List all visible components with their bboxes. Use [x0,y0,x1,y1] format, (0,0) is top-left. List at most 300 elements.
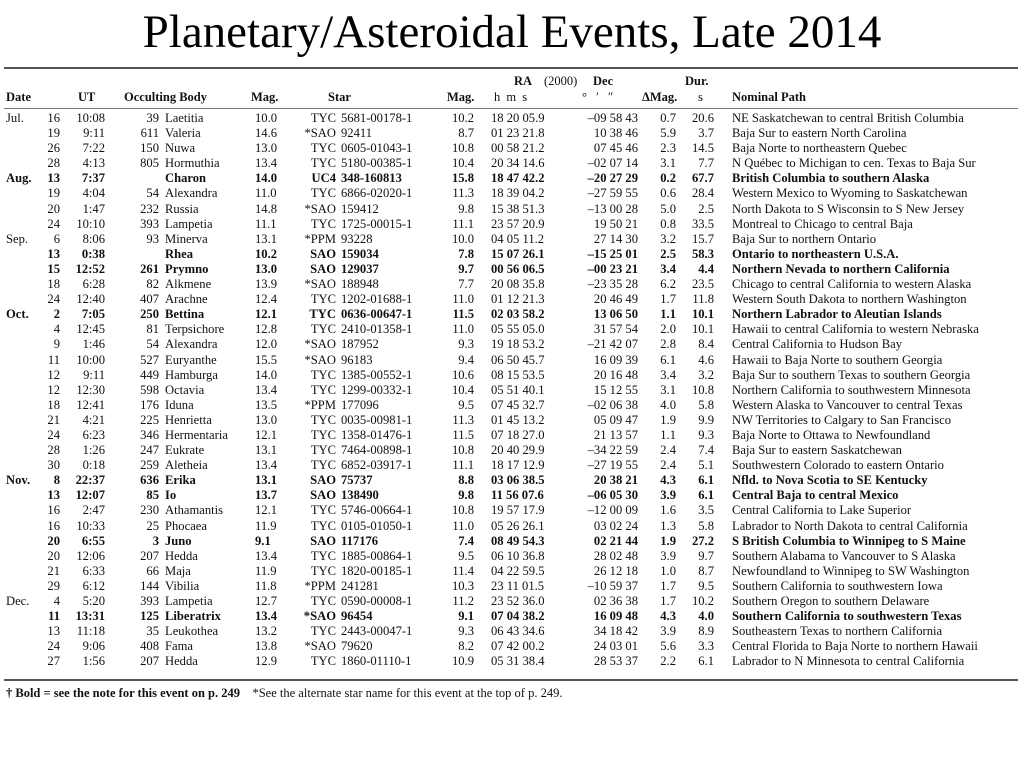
cell-ut: 12:06 [76,548,105,563]
cell-month: Dec. [6,594,30,608]
cell-body-mag: 12.1 [255,427,278,442]
cell-ut: 11:18 [76,624,105,639]
cell-ra: 11 56 07.6 [491,488,544,503]
table-row [4,624,1018,639]
cell-delta-mag: 2.3 [660,141,676,156]
cell-ra: 20 34 14.6 [491,156,545,171]
table-row [4,111,1018,126]
cell-star-id: 5681-00178-1 [341,111,413,125]
cell-body-name: Henrietta [165,412,212,427]
cell-duration: 10.8 [691,382,714,397]
cell-delta-mag: 1.9 [660,412,676,427]
cell-star-id: 0636-00647-1 [341,307,413,322]
cell-ra: 05 31 38.4 [491,654,545,669]
cell-ut: 6:23 [82,427,105,442]
cell-star-catalog: TYC [310,292,336,307]
cell-star-catalog: TYC [310,382,336,397]
cell-star-id: 6852-03917-1 [341,458,413,473]
cell-star-catalog: *SAO [304,277,336,292]
cell-nominal-path: Central Florida to Baja Norte to northern Hawaii [732,639,978,654]
cell-star-mag: 11.1 [452,216,474,231]
cell-ra: 01 23 21.8 [491,126,545,141]
cell-delta-mag: 3.4 [660,367,676,382]
cell-star-mag: 7.7 [458,277,474,292]
cell-dec: 03 02 24 [593,518,638,533]
header-epoch: (2000) [544,74,578,88]
table-row [4,262,1018,277]
cell-day: 24 [47,292,60,307]
cell-nominal-path: Baja Sur to eastern North Carolina [732,126,907,141]
cell-ra: 18 17 12.9 [491,458,545,473]
cell-body-number: 232 [140,201,159,216]
cell-star-catalog: TYC [310,654,336,669]
cell-nominal-path: Nfld. to Nova Scotia to SE Kentucky [732,473,928,488]
cell-dec: 20 46 49 [593,292,638,307]
cell-star-mag: 9.5 [458,548,474,563]
cell-nominal-path: Labrador to N Minnesota to central California [732,654,965,669]
cell-dec: –10 59 37 [587,578,638,593]
cell-day: 13 [47,171,60,186]
cell-nominal-path: Central California to Hudson Bay [732,337,902,352]
cell-body-mag: 11.9 [255,563,277,578]
cell-nominal-path: Montreal to Chicago to central Baja [732,216,913,231]
cell-dec: –15 25 01 [587,246,638,261]
cell-ra: 18 20 05.9 [491,111,545,125]
header-dur: Dur. [685,74,709,88]
cell-star-id: 187952 [341,337,379,352]
cell-star-catalog: TYC [310,427,336,442]
cell-ut: 7:05 [81,307,105,322]
cell-delta-mag: 5.0 [660,201,676,216]
cell-duration: 4.0 [698,609,714,624]
cell-month: Nov. [6,473,31,488]
table-row [4,428,1018,443]
cell-nominal-path: Baja Sur to southern Texas to southern Georgia [732,367,971,382]
header-star: Star [328,90,351,104]
table-row [4,579,1018,594]
table-row [4,488,1018,503]
cell-star-catalog: TYC [309,307,336,322]
cell-duration: 4.4 [698,261,714,276]
cell-body-name: Maja [165,563,191,578]
cell-nominal-path: Northern California to southwestern Minnesota [732,382,971,397]
cell-star-id: 188948 [341,277,379,292]
cell-duration: 2.5 [698,201,714,216]
cell-star-id: 79620 [341,639,373,654]
cell-body-number: 225 [140,412,159,427]
cell-star-mag: 11.0 [452,322,474,337]
cell-delta-mag: 0.2 [660,171,676,186]
table-row [4,443,1018,458]
cell-star-id: 0590-00008-1 [341,594,413,608]
cell-star-catalog: *PPM [304,578,336,593]
cell-ut: 6:12 [82,578,105,593]
cell-nominal-path: Labrador to North Dakota to central California [732,518,968,533]
table-row [4,503,1018,518]
cell-dec: 21 13 57 [593,427,638,442]
header-ra: RA [514,74,533,88]
cell-ut: 0:38 [81,246,105,261]
cell-body-mag: 12.4 [255,292,278,307]
cell-delta-mag: 1.6 [660,503,676,518]
cell-duration: 8.4 [698,337,714,352]
cell-body-name: Eukrate [165,443,205,458]
cell-body-mag: 12.8 [255,322,278,337]
cell-star-id: 0035-00981-1 [341,412,413,427]
cell-star-id: 1358-01476-1 [341,427,413,442]
cell-body-mag: 14.0 [255,367,278,382]
cell-star-id: 1299-00332-1 [341,382,413,397]
cell-star-id: 1385-00552-1 [341,367,413,382]
cell-body-name: Alexandra [165,337,218,352]
cell-dec: 02 21 44 [593,533,638,548]
cell-dec: –23 35 28 [587,277,638,292]
cell-ra: 08 49 54.3 [491,533,545,548]
cell-body-name: Fama [165,639,193,654]
cell-star-id: 177096 [341,397,379,412]
header-delta-mag: ΔMag. [642,90,678,104]
cell-star-catalog: TYC [310,503,336,518]
cell-body-name: Alkmene [165,277,212,292]
cell-nominal-path: Newfoundland to Winnipeg to SW Washington [732,563,970,578]
cell-star-catalog: TYC [310,156,336,171]
cell-body-name: Nuwa [165,141,196,156]
table-row [4,247,1018,262]
cell-dec: –02 06 38 [587,397,638,412]
cell-body-mag: 13.2 [255,624,278,639]
cell-ra: 01 45 13.2 [491,412,545,427]
cell-body-name: Alexandra [165,186,218,201]
header-nominal-path: Nominal Path [732,90,806,104]
cell-star-mag: 11.1 [452,458,474,473]
cell-nominal-path: North Dakota to S Wisconsin to S New Jersey [732,201,965,216]
cell-duration: 9.7 [698,548,714,563]
cell-ut: 12:07 [75,488,105,503]
cell-star-catalog: *PPM [304,397,336,412]
table-header-rule [4,108,1018,109]
cell-star-catalog: TYC [310,322,336,337]
footnote-bold-note: † Bold = see the note for this event on p. 249 [6,686,240,700]
cell-body-name: Bettina [165,307,205,322]
cell-body-number: 598 [140,382,159,397]
cell-star-id: 6866-02020-1 [341,186,413,201]
cell-body-name: Lampetia [165,216,213,231]
cell-body-number: 230 [140,503,159,518]
cell-duration: 5.8 [698,518,714,533]
cell-duration: 6.1 [698,654,714,669]
cell-body-name: Liberatrix [165,609,221,624]
cell-day: 4 [53,322,60,337]
cell-dec: –21 42 07 [587,337,638,352]
cell-duration: 5.8 [698,397,714,412]
header-date: Date [6,90,31,104]
cell-star-mag: 11.0 [452,518,474,533]
cell-star-mag: 10.8 [451,443,474,458]
cell-dec: 02 36 38 [593,594,638,608]
cell-star-mag: 10.9 [451,654,474,669]
cell-star-id: 93228 [341,231,373,246]
cell-ut: 12:40 [76,292,105,307]
cell-ut: 4:21 [82,412,105,427]
cell-dec: 16 09 39 [593,352,638,367]
header-dur-units: s [698,90,703,104]
table-row [4,549,1018,564]
cell-star-mag: 9.5 [458,397,474,412]
cell-duration: 28.4 [691,186,714,201]
table-row [4,654,1018,669]
cell-dec: –00 23 21 [587,261,638,276]
cell-star-catalog: TYC [310,624,336,639]
cell-day: 9 [53,337,60,352]
cell-day: 28 [47,443,60,458]
cell-star-catalog: TYC [310,141,336,156]
cell-ut: 4:13 [82,156,105,171]
cell-nominal-path: Ontario to northeastern U.S.A. [732,246,899,261]
cell-body-number: 25 [146,518,159,533]
cell-day: 8 [53,473,60,488]
cell-ut: 13:31 [75,609,105,624]
cell-star-catalog: TYC [310,563,336,578]
cell-day: 15 [47,261,60,276]
table-row [4,277,1018,292]
cell-dec: 27 14 30 [593,231,638,246]
cell-body-mag: 13.4 [255,382,278,397]
cell-ra: 00 58 21.2 [491,141,545,156]
cell-ut: 1:47 [82,201,105,216]
cell-ut: 12:41 [76,397,105,412]
cell-star-catalog: SAO [310,488,336,503]
cell-star-id: 1885-00864-1 [341,548,413,563]
cell-day: 11 [48,609,60,624]
cell-body-mag: 12.9 [255,654,278,669]
cell-day: 16 [47,503,60,518]
cell-star-mag: 9.4 [458,352,474,367]
cell-delta-mag: 1.7 [660,292,676,307]
cell-ra: 19 57 17.9 [491,503,545,518]
cell-ra: 00 56 06.5 [491,261,545,276]
cell-body-name: Erika [165,473,196,488]
cell-body-mag: 12.1 [255,503,278,518]
table-row [4,594,1018,609]
cell-ra: 20 40 29.9 [491,443,545,458]
table-row [4,639,1018,654]
table-row [4,398,1018,413]
cell-star-id: 2443-00047-1 [341,624,413,639]
cell-ra: 19 18 53.2 [491,337,545,352]
cell-dec: –27 59 55 [587,186,638,201]
cell-body-mag: 11.0 [255,186,277,201]
cell-body-mag: 13.4 [255,609,278,624]
cell-ra: 03 06 38.5 [491,473,545,488]
cell-ra: 06 10 36.8 [491,548,545,563]
cell-star-id: 2410-01358-1 [341,322,413,337]
cell-body-name: Io [165,488,177,503]
cell-delta-mag: 1.1 [660,427,676,442]
cell-body-name: Hermentaria [165,427,228,442]
cell-body-name: Arachne [165,292,208,307]
cell-delta-mag: 2.5 [660,246,676,261]
cell-day: 13 [47,246,60,261]
cell-delta-mag: 4.3 [660,473,676,488]
table-row [4,337,1018,352]
cell-day: 12 [47,367,60,382]
table-row [4,519,1018,534]
cell-day: 18 [47,277,60,292]
cell-body-name: Valeria [165,126,201,141]
cell-nominal-path: Southeastern Texas to northern California [732,624,943,639]
cell-dec: 31 57 54 [593,322,638,337]
cell-body-mag: 13.0 [255,412,278,427]
cell-star-catalog: *SAO [303,609,336,624]
cell-dec: –09 58 43 [587,111,638,125]
cell-body-number: 144 [140,578,159,593]
cell-day: 21 [47,563,60,578]
cell-duration: 9.3 [698,427,714,442]
cell-day: 16 [47,518,60,533]
cell-star-catalog: TYC [310,518,336,533]
cell-body-mag: 13.4 [255,548,278,563]
cell-star-catalog: *PPM [304,231,336,246]
cell-day: 4 [53,594,60,608]
cell-duration: 10.1 [691,307,714,322]
cell-day: 24 [47,427,60,442]
table-row [4,458,1018,473]
cell-duration: 10.2 [691,594,714,608]
cell-star-mag: 11.0 [452,292,474,307]
cell-ut: 8:06 [82,231,105,246]
cell-ra: 04 22 59.5 [491,563,545,578]
cell-body-number: 527 [140,352,159,367]
cell-star-catalog: TYC [310,111,336,125]
cell-delta-mag: 0.8 [660,216,676,231]
cell-nominal-path: Chicago to central California to western Alaska [732,277,972,292]
cell-delta-mag: 3.4 [660,261,676,276]
cell-duration: 9.9 [698,412,714,427]
cell-ut: 10:10 [76,216,105,231]
cell-nominal-path: Central Baja to central Mexico [732,488,899,503]
cell-delta-mag: 2.4 [660,443,676,458]
cell-star-mag: 15.8 [451,171,474,186]
cell-body-name: Hedda [165,548,198,563]
cell-day: 11 [47,352,60,367]
cell-ra: 23 57 20.9 [491,216,545,231]
cell-body-number: 85 [146,488,159,503]
cell-duration: 67.7 [691,171,714,186]
cell-body-mag: 13.1 [255,473,278,488]
cell-dec: –02 07 14 [587,156,638,171]
cell-star-catalog: *SAO [304,126,336,141]
cell-day: 28 [47,156,60,171]
cell-star-mag: 11.3 [452,412,474,427]
cell-star-mag: 10.0 [451,231,474,246]
cell-dec: 28 53 37 [593,654,638,669]
cell-delta-mag: 0.6 [660,186,676,201]
cell-body-name: Hedda [165,654,198,669]
cell-ra: 01 12 21.3 [491,292,545,307]
cell-star-id: 1820-00185-1 [341,563,413,578]
cell-month: Oct. [6,307,29,322]
cell-ut: 6:28 [82,277,105,292]
table-row [4,232,1018,247]
cell-body-number: 150 [140,141,159,156]
cell-dec: 05 09 47 [593,412,638,427]
cell-body-number: 54 [146,186,159,201]
cell-body-mag: 13.0 [255,141,278,156]
table-top-rule [4,67,1018,69]
cell-ra: 23 11 01.5 [491,578,545,593]
cell-duration: 9.5 [698,578,714,593]
cell-star-catalog: *SAO [304,639,336,654]
cell-delta-mag: 3.9 [660,488,676,503]
cell-star-mag: 11.5 [452,427,474,442]
cell-day: 16 [47,111,60,125]
cell-dec: 15 12 55 [593,382,638,397]
cell-delta-mag: 2.8 [660,337,676,352]
cell-body-name: Iduna [165,397,194,412]
cell-body-mag: 12.0 [255,337,278,352]
cell-body-mag: 13.5 [255,397,278,412]
cell-ut: 4:04 [82,186,105,201]
cell-ut: 12:45 [76,322,105,337]
cell-star-id: 7464-00898-1 [341,443,413,458]
cell-dec: 20 16 48 [593,367,638,382]
cell-body-name: Phocaea [165,518,207,533]
cell-body-name: Hamburga [165,367,218,382]
cell-body-mag: 14.8 [255,201,278,216]
cell-star-mag: 11.2 [452,594,474,608]
cell-star-mag: 7.4 [458,533,474,548]
cell-duration: 7.4 [698,443,714,458]
cell-delta-mag: 3.1 [660,156,676,171]
cell-day: 18 [47,397,60,412]
cell-nominal-path: N Québec to Michigan to cen. Texas to Baja Sur [732,156,976,171]
cell-star-id: 96183 [341,352,373,367]
cell-star-catalog: UC4 [311,171,336,186]
cell-ra: 18 47 42.2 [491,171,545,186]
cell-nominal-path: Western Mexico to Wyoming to Saskatchewan [732,186,968,201]
cell-dec: 24 03 01 [593,639,638,654]
cell-star-mag: 11.4 [452,563,474,578]
cell-star-catalog: *SAO [304,201,336,216]
cell-body-name: Aletheia [165,458,208,473]
cell-duration: 11.8 [692,292,714,307]
cell-dec: 19 50 21 [593,216,638,231]
cell-body-number: 54 [146,337,159,352]
cell-duration: 15.7 [691,231,714,246]
cell-star-mag: 10.8 [451,141,474,156]
table-row [4,383,1018,398]
cell-ra: 07 42 00.2 [491,639,545,654]
cell-duration: 8.9 [698,624,714,639]
cell-delta-mag: 3.2 [660,231,676,246]
cell-month: Jul. [6,111,24,125]
cell-day: 24 [47,216,60,231]
cell-body-name: Minerva [165,231,208,246]
cell-star-mag: 9.8 [458,201,474,216]
cell-duration: 23.5 [691,277,714,292]
cell-duration: 4.6 [698,352,714,367]
cell-dec: 20 38 21 [593,473,638,488]
cell-body-number: 66 [146,563,159,578]
cell-body-mag: 15.5 [255,352,278,367]
cell-nominal-path: Baja Sur to northern Ontario [732,231,877,246]
cell-ra: 07 45 32.7 [491,397,545,412]
cell-star-id: 92411 [341,126,373,141]
cell-star-mag: 10.4 [451,156,474,171]
cell-duration: 58.3 [691,246,714,261]
table-row [4,126,1018,141]
cell-body-name: Octavia [165,382,205,397]
